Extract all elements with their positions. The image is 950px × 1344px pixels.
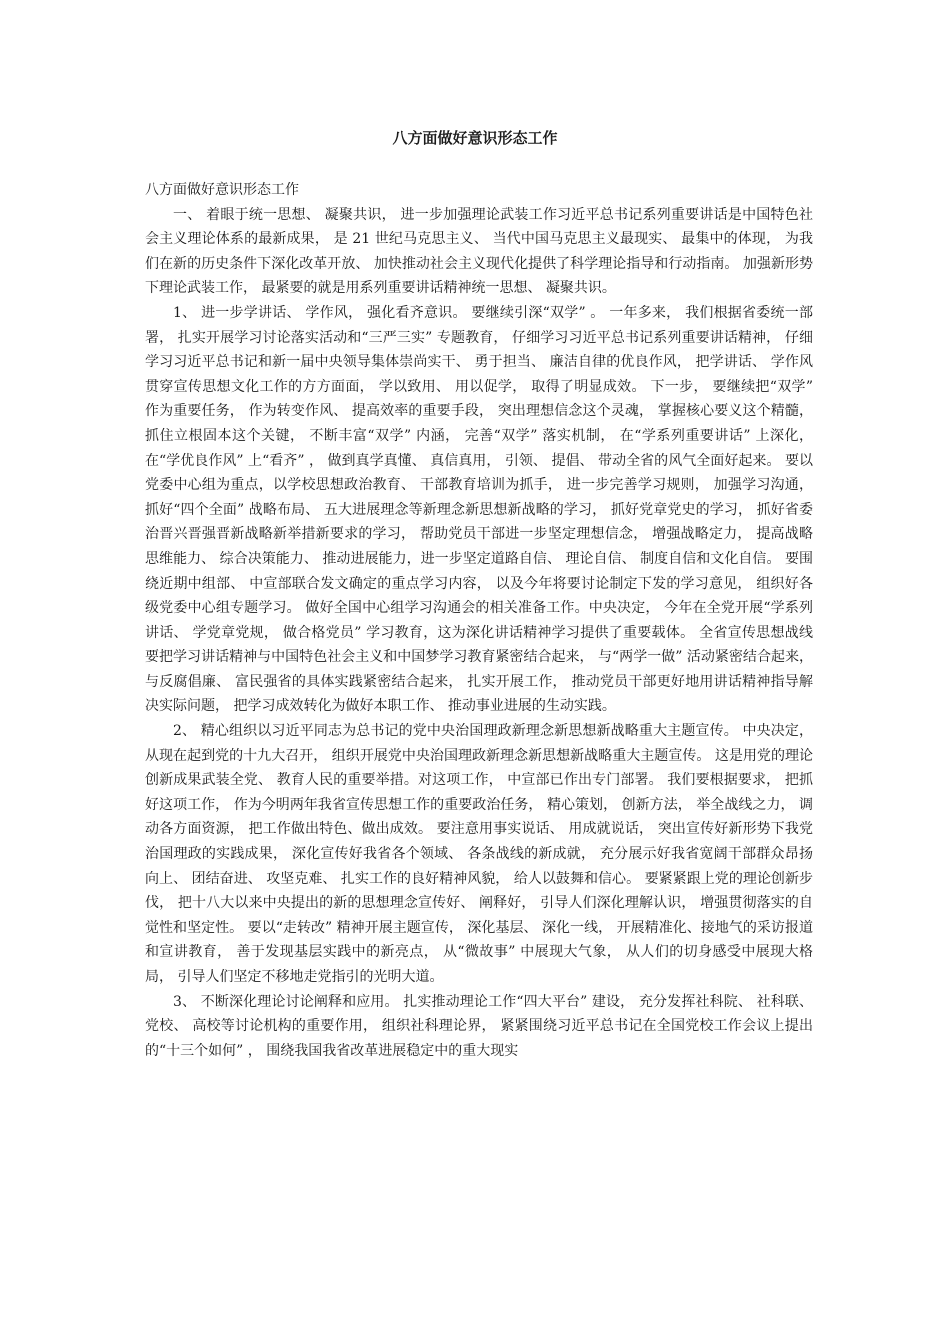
paragraph: 3、 不断深化理论讨论阐释和应用。 扎实推动理论工作“四大平台” 建设， 充分发挥社科院、 社科联、 党校、 高校等讨论机构的重要作用， 组织社科理论界， 紧紧围绕习近平总书记在全国党校工作会议上提出的“十三个如何” ， 围绕我国我省改革进展稳定中的重大现实 [145, 993, 813, 1059]
document-title: 八方面做好意识形态工作 [392, 129, 558, 147]
document-subtitle: 八方面做好意识形态工作 [145, 182, 299, 198]
paragraph: 1、 进一步学讲话、 学作风， 强化看齐意识。 要继续引深“双学” 。 一年多来， 我们根据省委统一部署， 扎实开展学习讨论落实活动和“三严三实” 专题教育， 仔细学习习近平总书记系列重要讲话精神， 仔细学习习近平总书记和新一届中央领导集体崇尚实干、 勇于担当、 廉洁自律的优良作风， 把学讲话、 学作风贯穿宣传思想文化工作的方方面面， 学以致用、 用以促学， 取得了明显成效。 下一步， 要继续把“双学” 作为重要任务， 作为转变作风、 提高效率的重要手段， 突出理想信念这个灵魂， 掌握核心要义这个精髓， 抓住立根固本这个关键， 不断丰富“双学” 内涵， 完善“双学” 落实机制， 在“学系列重要讲话” 上深化， 在“学优良作风” 上“看齐” ， 做到真学真懂、 真信真用， 引领、 提倡、 带动全省的风气全面好起来。 要以党委中心组为重点，以学校思想政治教育、 干部教育培训为抓手， 进一步完善学习规则， 加强学习沟通，抓好“四个全面” 战略布局、 五大进展理念等新理念新思想新战略的学习， 抓好党章党史的学习， 抓好省委治晋兴晋强晋新战略新举措新要求的学习， 帮助党员干部进一步坚定理想信念， 增强战略定力， 提高战略思维能力、 综合决策能力、 推动进展能力，进一步坚定道路自信、 理论自信、 制度自信和文化自信。 要围绕近期中组部、 中宣部联合发文确定的重点学习内容， 以及今年将要讨论制定下发的学习意见， 组织好各级党委中心组专题学习。 做好全国中心组学习沟通会的相关准备工作。中央决定， 今年在全党开展“学系列讲话、 学党章党规， 做合格党员” 学习教育，这为深化讲话精神学习提供了重要载体。 全省宣传思想战线要把学习讲话精神与中国特色社会主义和中国梦学习教育紧密结合起来， 与“两学一做” 活动紧密结合起来，与反腐倡廉、 富民强省的具体实践紧密结合起来， 扎实开展工作， 推动党员干部更好地用讲话精神指导解决实际问题， 把学习成效转化为做好本职工作、 推动事业进展的生动实践。 [145, 304, 813, 715]
paragraph: 2、 精心组织以习近平同志为总书记的党中央治国理政新理念新思想新战略重大主题宣传。 中央决定， 从现在起到党的十九大召开， 组织开展党中央治国理政新理念新思想新战略重大主题宣传。 这是用党的理论创新成果武装全党、 教育人民的重要举措。对这项工作， 中宣部已作出专门部署。 我们要根据要求， 把抓好这项工作， 作为今明两年我省宣传思想工作的重要政治任务， 精心策划， 创新方法， 举全战线之力， 调动各方面资源， 把工作做出特色、做出成效。 要注意用事实说话、 用成就说话， 突出宣传好新形势下我党治国理政的实践成果， 深化宣传好我省各个领域、 各条战线的新成就， 充分展示好我省宽阔干部群众昂扬向上、 团结奋进、 攻坚克难、 扎实工作的良好精神风貌， 给人以鼓舞和信心。 要紧紧跟上党的理论创新步伐， 把十八大以来中央提出的新的思想理念宣传好、 阐释好， 引导人们深化理解认识， 增强贯彻落实的自觉性和坚定性。 要以“走转改” 精神开展主题宣传， 深化基层、 深化一线， 开展精准化、接地气的采访报道和宣讲教育， 善于发现基层实践中的新亮点， 从“微故事” 中展现大气象， 从人们的切身感受中展现大格局， 引导人们坚定不移地走党指引的光明大道。 [145, 723, 813, 985]
paragraph: 一、 着眼于统一思想、 凝聚共识， 进一步加强理论武装工作习近平总书记系列重要讲话是中国特色社会主义理论体系的最新成果， 是 21 世纪马克思主义、 当代中国马克思主义最现实、 最集中的体现， 为我们在新的历史条件下深化改革开放、 加快推动社会主义现代化提供了科学理论指导和行动指南。 加强新形势下理论武装工作， 最紧要的就是用系列重要讲话精神统一思想、 凝聚共识。 [145, 206, 813, 297]
document-body [145, 178, 813, 1063]
